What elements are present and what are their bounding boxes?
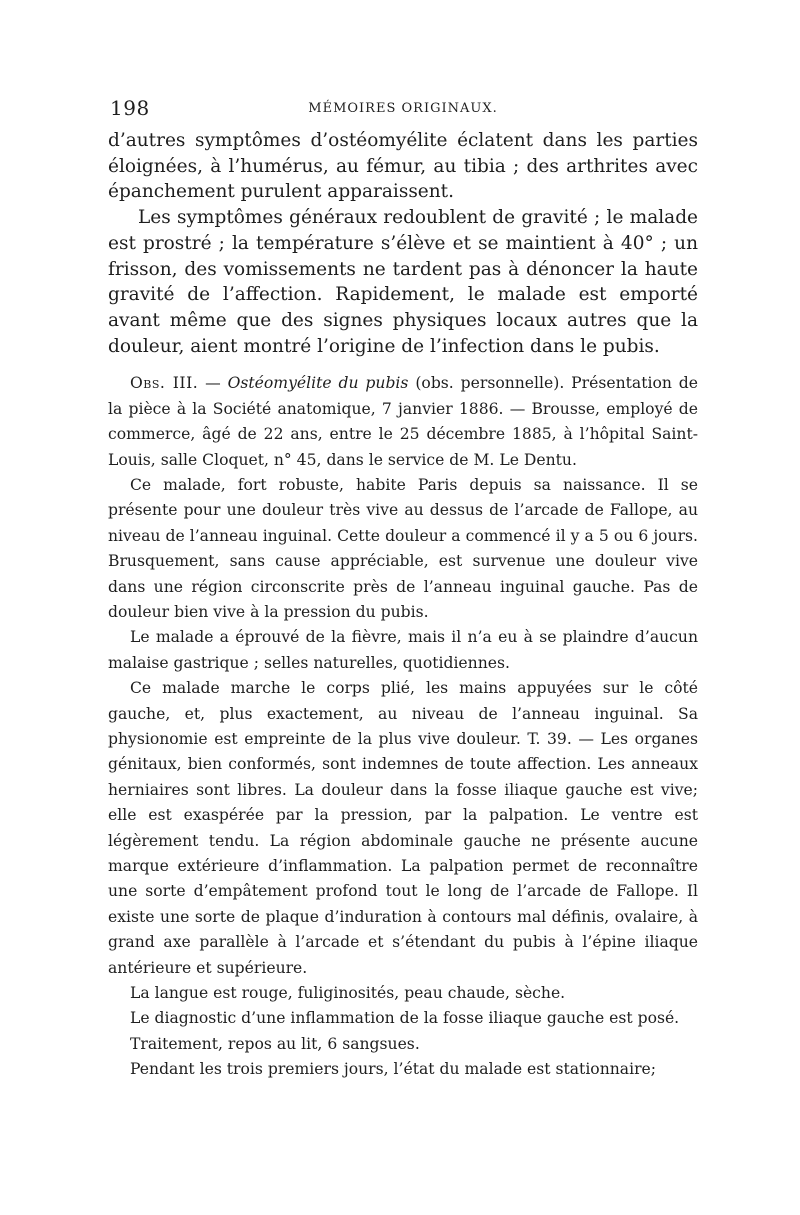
- observation-paragraph: Traitement, repos au lit, 6 sangsues.: [130, 1034, 420, 1053]
- page-number: 198: [110, 96, 150, 120]
- paragraph-general-symptoms: Les symptômes généraux redoublent de gravité ; le malade est prostré ; la température s’élève et se maintient à 40° ; un frisson, des vomissements ne tardent pas à dénoncer la haute gravité de l’affection. Rapidement, le malade est emporté avant même que des signes physiques locaux autres que la douleur, aient montré l’origine de l’infection dans le pubis.: [108, 207, 698, 357]
- observation-paragraph: Le diagnostic d’une inflammation de la fosse iliaque gauche est posé.: [130, 1009, 680, 1028]
- running-head: [108, 96, 698, 124]
- observation-label: Obs. III.: [130, 374, 199, 393]
- observation-paragraph: Ce malade marche le corps plié, les mains appuyées sur le côté gauche, et, plus exactement, au niveau de l’anneau inguinal. Sa physionomie est empreinte de la plus vive douleur. T. 39. — Les organes génitaux, bien conformés, sont indemnes de toute affection. Les anneaux herniaires sont libres. La douleur dans la fosse iliaque gauche est vive; elle est exaspérée par la pression, par la palpation. Le ventre est légèrement tendu. La région abdominale gauche ne présente aucune marque extérieure d’inflammation. La palpation permet de reconnaître une sorte d’empâtement profond tout le long de l’arcade de Fallope. Il existe une sorte de plaque d’induration à contours mal définis, ovalaire, à grand axe parallèle à l’arcade et s’étendant du pubis à l’épine iliaque antérieure et supérieure.: [108, 679, 698, 977]
- observation-section: [108, 371, 698, 1082]
- observation-paragraph: La langue est rouge, fuliginosités, peau chaude, sèche.: [130, 984, 566, 1003]
- observation-paragraph: Le malade a éprouvé de la fièvre, mais il n’a eu à se plaindre d’aucun malaise gastrique ; selles naturelles, quotidiennes.: [108, 628, 698, 672]
- observation-intro: [108, 371, 698, 473]
- observation-title: Ostéomyélite du pubis: [227, 374, 409, 393]
- document-page: [108, 96, 698, 1083]
- observation-dash: —: [198, 374, 228, 393]
- main-text: [108, 128, 698, 359]
- observation-paragraph: Ce malade, fort robuste, habite Paris depuis sa naissance. Il se présente pour une douleur très vive au dessus de l’arcade de Fallope, au niveau de l’anneau inguinal. Cette douleur a commencé il y a 5 ou 6 jours. Brusquement, sans cause appréciable, est survenue une douleur vive dans une région circonscrite près de l’anneau inguinal gauche. Pas de douleur bien vive à la pression du pubis.: [108, 475, 698, 621]
- observation-paragraph: Pendant les trois premiers jours, l’état du malade est stationnaire;: [130, 1060, 656, 1079]
- observation-intro-text: (obs. personnelle). Présentation de la pièce à la Société anatomique, 7 janvier 1886. — Brousse, employé de commerce, âgé de 22 ans, entre le 25 décembre 1885, à l’hôpital Saint-Louis, salle Cloquet, n° 45, dans le service de M. Le Dentu.: [108, 374, 698, 469]
- running-title: MÉMOIRES ORIGINAUX.: [308, 101, 498, 116]
- paragraph-continuation: d’autres symptômes d’ostéomyélite éclatent dans les parties éloignées, à l’humérus, au fémur, au tibia ; des arthrites avec épanchement purulent apparaissent.: [108, 130, 698, 203]
